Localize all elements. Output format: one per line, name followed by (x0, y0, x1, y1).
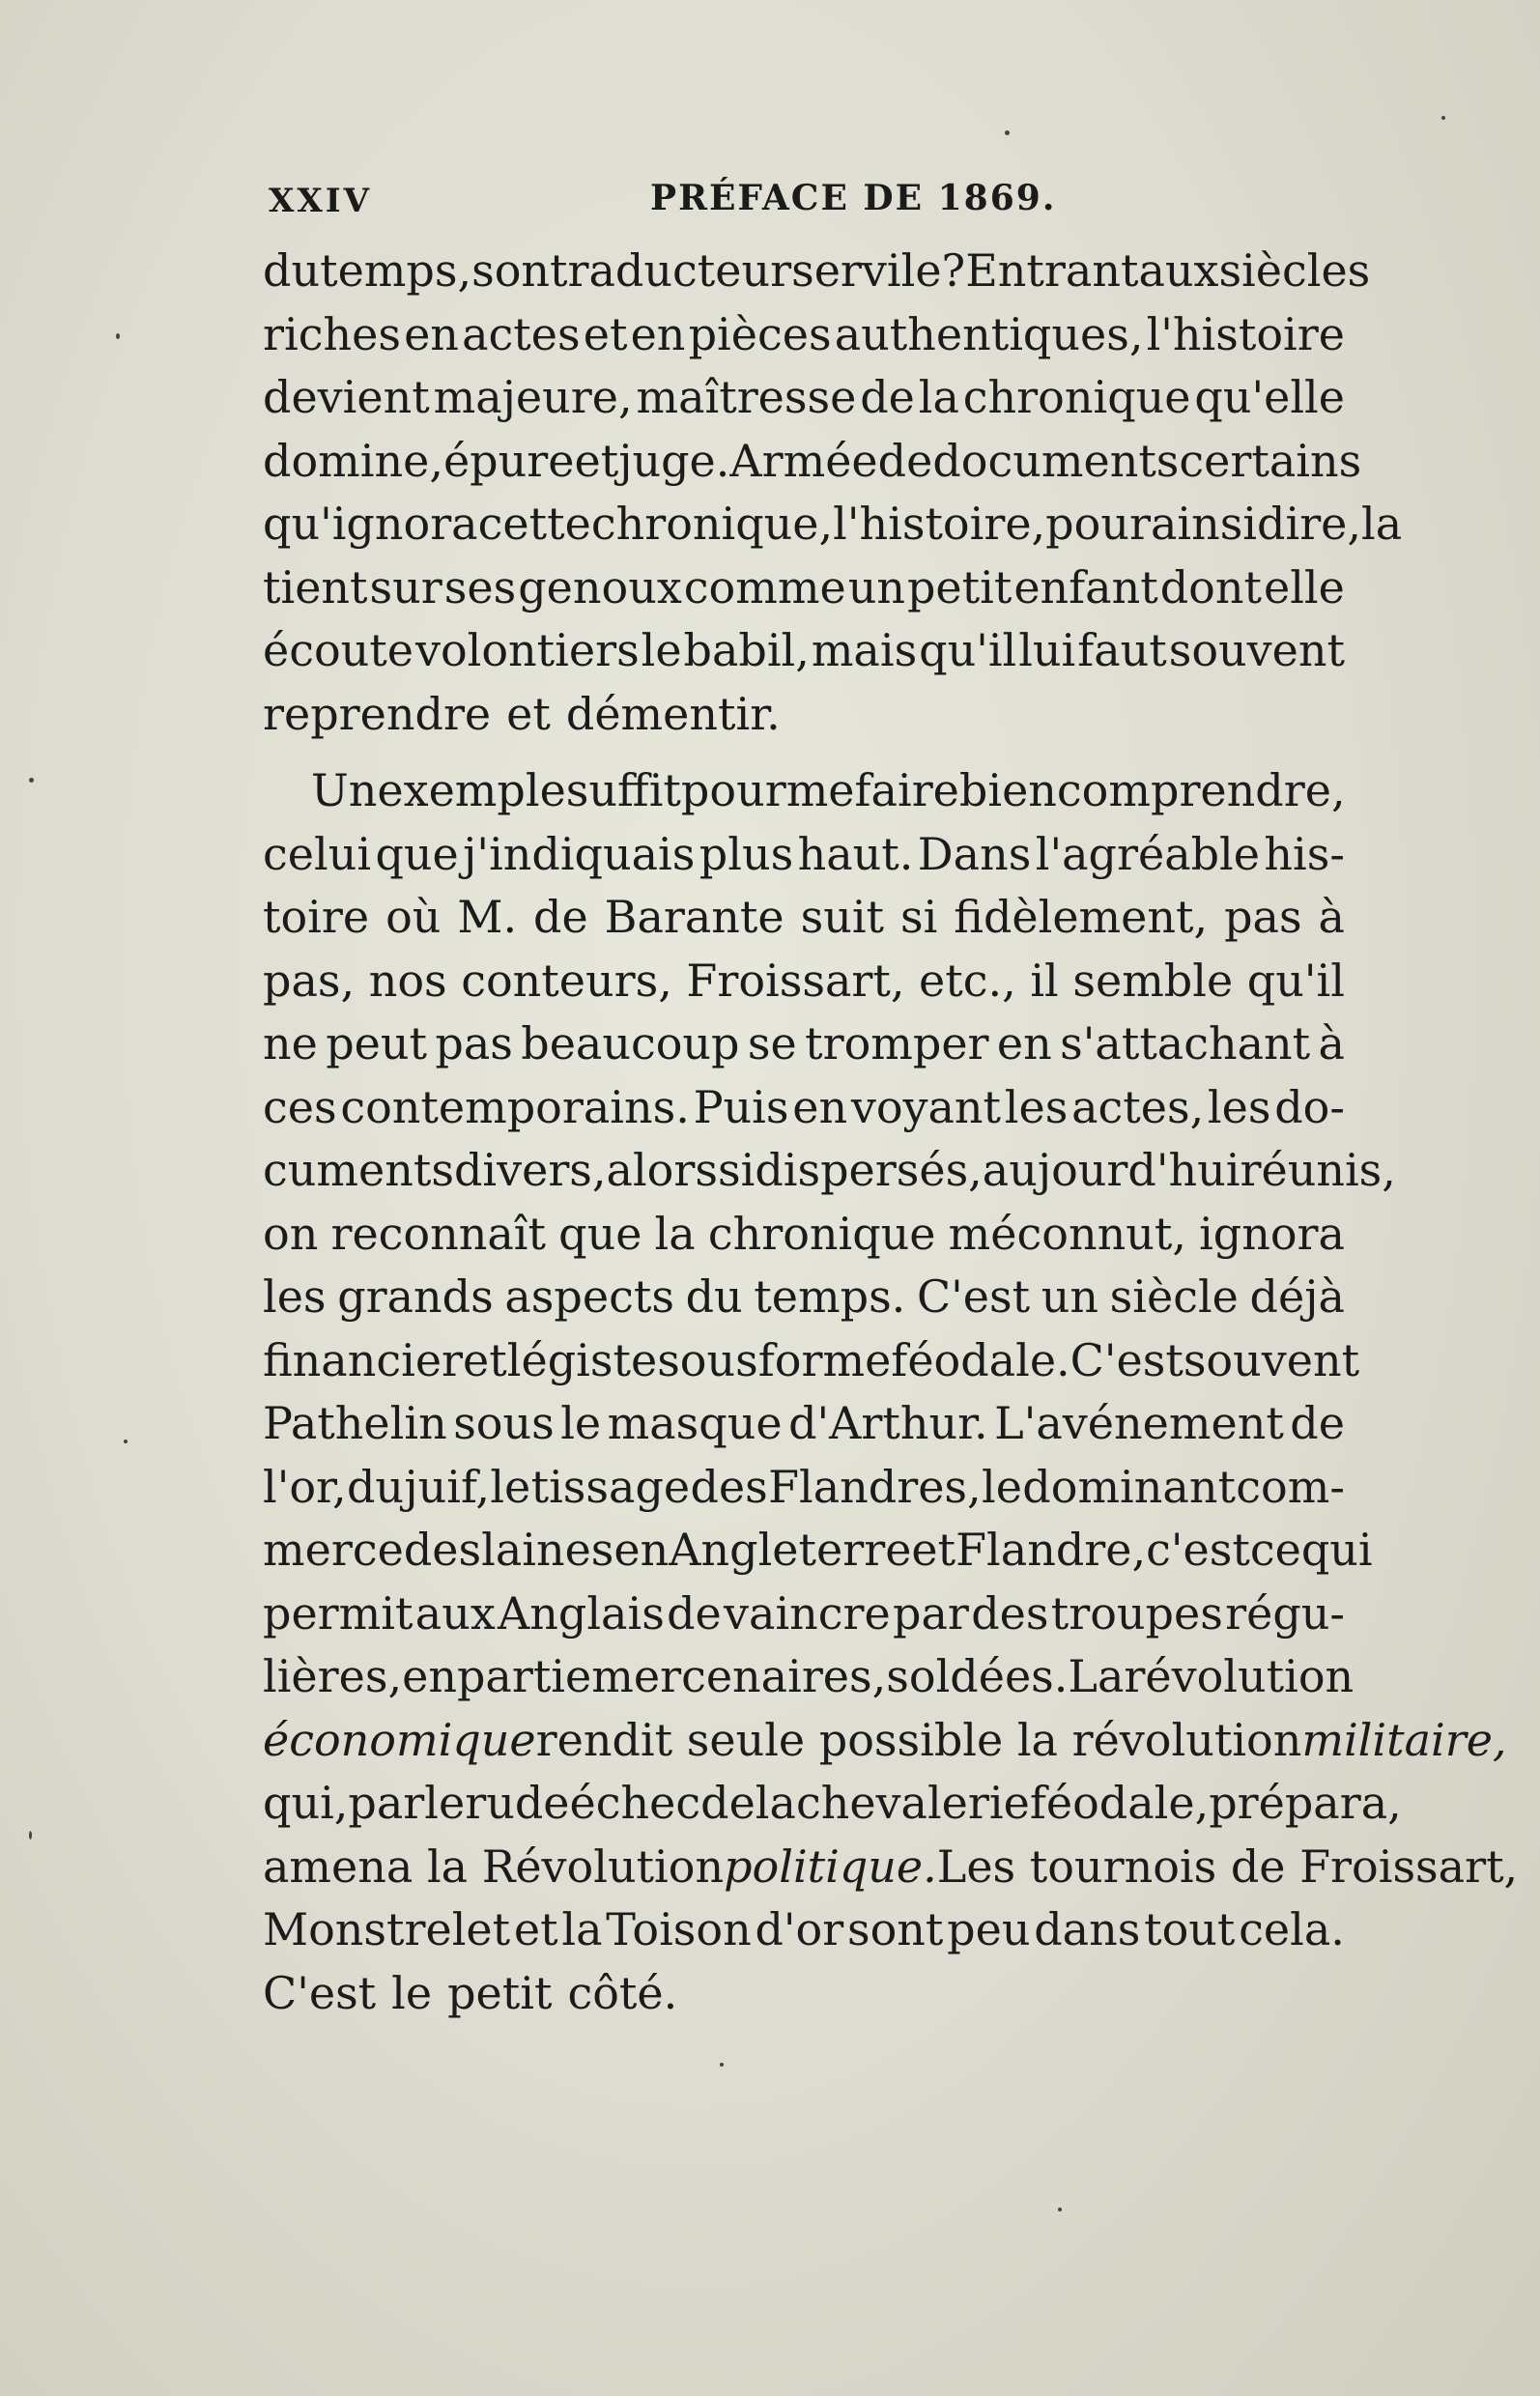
word: juge. (618, 434, 730, 487)
word: qui (1300, 1524, 1373, 1576)
word: souvent (1183, 1333, 1360, 1386)
word: Barante (604, 891, 784, 943)
word: et (513, 1903, 558, 1955)
text-line (263, 430, 1362, 494)
word: du (685, 1270, 743, 1323)
word: Flandre, (955, 1524, 1147, 1576)
word: son (471, 244, 551, 297)
word: devient (263, 371, 430, 423)
word: en (792, 1080, 848, 1133)
text-line (263, 1583, 1345, 1646)
paragraph-gap (263, 746, 1345, 759)
word: l'agréable (1035, 827, 1260, 880)
text-line (263, 950, 1345, 1013)
word: servile? (791, 244, 966, 297)
word: authentiques, (834, 307, 1144, 360)
word: du (346, 1460, 405, 1513)
text-line (263, 1456, 1345, 1520)
word: siècle (1109, 1270, 1239, 1323)
word: plus (699, 827, 794, 880)
word: dont (1159, 560, 1262, 613)
word: révolution (1124, 1650, 1355, 1702)
word: épure (442, 434, 575, 487)
running-title: PRÉFACE DE 1869. (650, 178, 1057, 218)
text-line (263, 1013, 1345, 1076)
word: genoux (518, 560, 682, 613)
word: L'avénement (994, 1397, 1284, 1449)
word: où (385, 891, 442, 943)
text-line (263, 1772, 1402, 1836)
word: à (1318, 891, 1345, 943)
word: financier (263, 1333, 464, 1386)
word: chronique (707, 1207, 936, 1260)
word: se (747, 1017, 797, 1070)
word: reconnaît (330, 1207, 546, 1260)
word: que (558, 1207, 642, 1260)
text-run: rendit seule possible la révolution (535, 1713, 1302, 1766)
word: réunis, (1240, 1144, 1396, 1196)
word: féodale, (1029, 1777, 1210, 1829)
word: le (490, 1460, 531, 1513)
word: en (996, 1017, 1052, 1070)
word: certains (1179, 434, 1362, 487)
word: soldées. (886, 1650, 1069, 1702)
word: en (404, 307, 459, 360)
word: pas (435, 1017, 513, 1070)
word: voyant (850, 1080, 1002, 1133)
word: lières, (263, 1650, 403, 1702)
word: qu'ignora (263, 498, 478, 550)
word: petit (906, 560, 1012, 613)
word: le (391, 1966, 433, 2019)
text-line (263, 1898, 1345, 1962)
word: dominant (1022, 1460, 1236, 1513)
word: alors (606, 1144, 718, 1196)
word: l'histoire (1146, 307, 1345, 360)
word: Dans (917, 827, 1032, 880)
word: qui, (263, 1777, 349, 1829)
word: en (402, 1650, 457, 1702)
word: grands (337, 1270, 494, 1323)
text-line (263, 1139, 1396, 1203)
word: la (654, 1207, 696, 1260)
word: Angleterre (669, 1524, 912, 1576)
word: Froissart, (686, 954, 905, 1007)
word: régu- (1225, 1586, 1345, 1640)
paper-speck (1005, 130, 1010, 135)
page-header (269, 172, 1351, 240)
word: Pathelin (263, 1397, 447, 1449)
word: le (424, 1777, 466, 1829)
word: aux (414, 1586, 496, 1640)
paper-speck (124, 1440, 128, 1443)
word: celui (263, 827, 372, 880)
word: elle (1264, 560, 1345, 613)
word: l'histoire, (833, 498, 1046, 550)
word: féodale. (891, 1333, 1070, 1386)
word: Entrant (965, 244, 1139, 297)
word: du (263, 244, 321, 297)
text-line (263, 556, 1345, 620)
word: de (860, 371, 915, 423)
word: traducteur (550, 244, 792, 297)
word: aux (1138, 244, 1219, 297)
word: aspects (504, 1270, 674, 1323)
word: la (561, 1903, 603, 1955)
word: chronique, (590, 498, 834, 550)
word: troupes (1050, 1586, 1223, 1640)
text-line (263, 1392, 1345, 1456)
text-line (263, 1962, 1345, 2026)
word: le (641, 624, 682, 676)
word: si (899, 891, 938, 943)
word: temps. (754, 1270, 906, 1323)
word: juif, (404, 1460, 490, 1513)
paragraph-2 (263, 759, 1519, 2025)
word: les (263, 1270, 327, 1323)
word: par (893, 1586, 969, 1640)
word: les (1207, 1080, 1271, 1133)
word: de (877, 434, 933, 487)
word: semble (1072, 954, 1234, 1007)
word: ce (1249, 1524, 1301, 1576)
word: prépara, (1209, 1777, 1402, 1829)
text-line (263, 823, 1345, 887)
word: lui (1018, 624, 1076, 676)
word: sous (657, 1333, 758, 1386)
paragraph-1 (263, 240, 1403, 746)
word: pour (1045, 498, 1151, 550)
word: vaincre (724, 1586, 891, 1640)
word: mais (811, 624, 918, 676)
word: en (613, 1524, 670, 1576)
word: ces (263, 1080, 337, 1133)
paper-speck (29, 778, 34, 783)
word: majeure, (433, 371, 633, 423)
word: ses (443, 560, 517, 613)
word: un (1041, 1270, 1099, 1323)
word: pas, (263, 954, 356, 1007)
word: etc., (919, 954, 1016, 1007)
word: qu'elle (1194, 371, 1345, 423)
word: Anglais (498, 1586, 665, 1640)
word: peut (326, 1017, 428, 1070)
word: divers, (453, 1144, 607, 1196)
paper-speck (1441, 116, 1445, 120)
word: l'or, (263, 1460, 347, 1513)
word: com- (1236, 1460, 1345, 1513)
word: dire, (1257, 498, 1362, 550)
word: d'or (755, 1903, 844, 1955)
word: qu'il (919, 624, 1017, 676)
text-line (263, 683, 1345, 747)
word: à (1318, 1017, 1345, 1070)
paper-speck (720, 2063, 724, 2067)
word: souvent (1168, 624, 1345, 676)
word: C'est (263, 1966, 377, 2019)
word: contemporains. (340, 1080, 690, 1133)
word: échec (569, 1777, 701, 1829)
text-run: amena la Révolution (263, 1840, 725, 1893)
word: masque (607, 1397, 783, 1449)
word: Un (311, 764, 378, 816)
word: la (1361, 498, 1403, 550)
word: partie (456, 1650, 592, 1702)
word: pièces (688, 307, 832, 360)
word: que (375, 827, 459, 880)
word: de (533, 891, 588, 943)
word: pour (680, 764, 786, 816)
word: fidèlement, (954, 891, 1209, 943)
word: documents (932, 434, 1180, 487)
text-line (263, 493, 1403, 556)
word: Flandres, (768, 1460, 982, 1513)
word: aujourd'hui (982, 1144, 1241, 1196)
word: la (918, 371, 959, 423)
word: nos (368, 954, 447, 1007)
word: un (847, 560, 905, 613)
word: cette (477, 498, 591, 550)
word: conteurs, (461, 954, 672, 1007)
word: petit (447, 1966, 553, 2019)
italic-word: économique (263, 1713, 536, 1766)
text-line-mixed (263, 1836, 1519, 1899)
word: légiste (506, 1333, 658, 1386)
text-line (263, 619, 1345, 683)
word: faut (1077, 624, 1167, 676)
word: et (911, 1524, 956, 1576)
word: pas (1224, 891, 1302, 943)
word: faire (854, 764, 959, 816)
word: Armée (729, 434, 878, 487)
word: permit (263, 1586, 414, 1640)
word: il (1030, 954, 1059, 1007)
word: tromper (805, 1017, 989, 1070)
word: le (982, 1460, 1022, 1513)
word: en (630, 307, 686, 360)
word: chevalerie (795, 1777, 1030, 1829)
word: Monstrelet (263, 1903, 511, 1955)
word: cela. (1239, 1903, 1345, 1955)
word: C'est (916, 1270, 1031, 1323)
word: babil, (683, 624, 810, 676)
word: exemple (377, 764, 566, 816)
word: enfant (1013, 560, 1158, 613)
italic-word: militaire, (1301, 1713, 1507, 1766)
word: Toison (606, 1903, 752, 1955)
word: haut. (797, 827, 914, 880)
text-line (263, 303, 1345, 367)
text-line (263, 240, 1371, 303)
word: des (403, 1524, 482, 1576)
word: ignora (1199, 1207, 1345, 1260)
text-line (263, 1203, 1345, 1267)
paper-speck (1058, 2208, 1062, 2211)
word: rude (465, 1777, 570, 1829)
word: his- (1264, 827, 1345, 880)
paper-speck (116, 333, 120, 339)
word: domine, (263, 434, 443, 487)
text-line (263, 759, 1345, 823)
word: ainsi (1150, 498, 1258, 550)
word: laines (481, 1524, 614, 1576)
text-line (263, 366, 1345, 430)
word: qu'il (1246, 954, 1345, 1007)
text-line (263, 1266, 1345, 1329)
word: écoute (263, 624, 414, 676)
word: sont (847, 1903, 944, 1955)
text-line (263, 1076, 1345, 1140)
word: siècles (1218, 244, 1371, 297)
word: volontiers (414, 624, 640, 676)
word: méconnut, (948, 1207, 1186, 1260)
body-text (263, 240, 1519, 2025)
italic-word: politique. (724, 1840, 937, 1893)
word: toire (263, 891, 370, 943)
word: sous (453, 1397, 555, 1449)
word: le (560, 1397, 602, 1449)
text-run: Les tournois de Froissart, (936, 1840, 1519, 1893)
word: suffit (565, 764, 681, 816)
word: comme (683, 560, 846, 613)
word: et (574, 434, 619, 487)
word: tout (1144, 1903, 1236, 1955)
word: maîtresse (636, 371, 857, 423)
word: me (785, 764, 855, 816)
word: la (755, 1777, 796, 1829)
word: temps, (320, 244, 472, 297)
word: beaucoup (521, 1017, 740, 1070)
word: bien (958, 764, 1057, 816)
word: et (506, 687, 551, 740)
word: s'attachant (1060, 1017, 1311, 1070)
word: ne (263, 1017, 318, 1070)
word: M. (457, 891, 518, 943)
word: de (700, 1777, 756, 1829)
word: si (717, 1144, 756, 1196)
word: dispersés, (755, 1144, 983, 1196)
text-line (263, 1519, 1373, 1583)
word: d'Arthur. (788, 1397, 988, 1449)
word: côté. (567, 1966, 678, 2019)
word: de (667, 1586, 722, 1640)
word: sur (369, 560, 442, 613)
word: de (1290, 1397, 1345, 1449)
word: comprendre, (1056, 764, 1346, 816)
word: riches (263, 307, 401, 360)
word: mercenaires, (591, 1650, 887, 1702)
word: les (1004, 1080, 1069, 1133)
word: tient (263, 560, 368, 613)
word: on (263, 1207, 319, 1260)
word: et (583, 307, 628, 360)
word: démentir. (565, 687, 781, 740)
word: actes (462, 307, 581, 360)
text-line (263, 1329, 1360, 1393)
word: peu (947, 1903, 1031, 1955)
page-number: XXIV (269, 182, 373, 220)
word: et (463, 1333, 507, 1386)
word: Puis (693, 1080, 789, 1133)
word: La (1068, 1650, 1125, 1702)
word: par (348, 1777, 425, 1829)
text-line-mixed (263, 1709, 1507, 1773)
word: do- (1274, 1080, 1345, 1133)
word: chronique (962, 371, 1191, 423)
word: tissage (530, 1460, 691, 1513)
text-line (263, 886, 1345, 950)
word: cuments (263, 1144, 454, 1196)
word: c'est (1146, 1524, 1250, 1576)
paper-speck (29, 1831, 32, 1840)
word: dans (1034, 1903, 1141, 1955)
word: suit (800, 891, 885, 943)
word: forme (757, 1333, 892, 1386)
word: C'est (1069, 1333, 1184, 1386)
word: merce (263, 1524, 404, 1576)
word: reprendre (263, 687, 492, 740)
word: j'indiquais (463, 827, 696, 880)
word: déjà (1249, 1270, 1345, 1323)
word: des (971, 1586, 1049, 1640)
word: actes, (1071, 1080, 1205, 1133)
text-line (263, 1645, 1355, 1709)
word: des (690, 1460, 768, 1513)
